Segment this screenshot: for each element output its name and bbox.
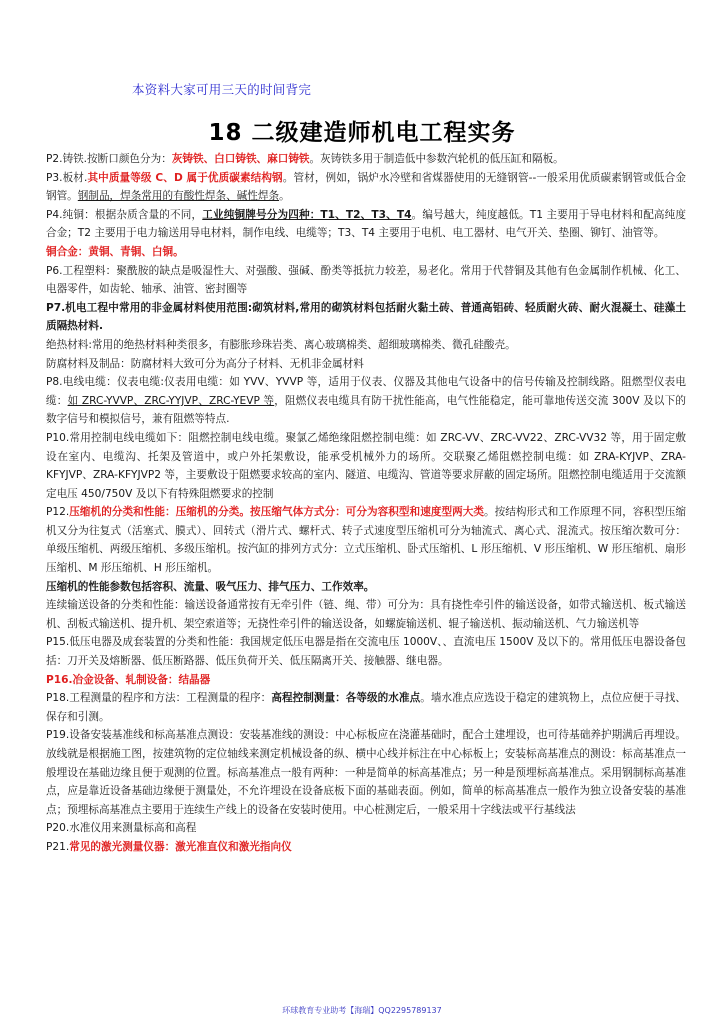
- paragraph-p21: [46, 838, 686, 857]
- p8-rest: ，阻燃仪表电缆具有防干扰性能高，电气性能稳定，能可靠地传送交流 300V 及以下的数字信号和模拟信号，兼有阻燃等特点.: [46, 394, 687, 426]
- p21-highlight: 常见的激光测量仪器：激光准直仪和激光指向仪: [69, 840, 292, 853]
- p2-rest: 。灰铸铁多用于制造低中参数汽轮机的低压缸和隔板。: [309, 153, 564, 165]
- paragraph-p8: [46, 373, 686, 429]
- paragraph-conveyor: 连续输送设备的分类和性能：输送设备通常按有无牵引件（链、绳、带）可分为：具有挠性牵引件的输送设备，如带式输送机、板式输送机、刮板式输送机、提升机、架空索道等；无挠性牵引件的输送设备，如螺旋输送机、辊子输送机、振动输送机、气力输送机等: [46, 599, 686, 630]
- paragraph-p12: [46, 503, 686, 577]
- paragraph-p6: P6.工程塑料：聚酰胺的缺点是吸湿性大、对强酸、强碱、酚类等抵抗力较差，易老化。常用于代替铜及其他有色金属制作机械、化工、电器零件，如齿轮、轴承、油管、密封圈等: [46, 264, 686, 296]
- p18-bold: 高程控制测量：各等级的水准点: [271, 692, 421, 705]
- paragraph-p7: P7.机电工程中常用的非金属材料使用范围:砌筑材料,常用的砌筑材料包括耐火黏土砖、普通高铝砖、轻质耐火砖、耐火混凝土、硅藻土质隔热材料.: [46, 301, 686, 333]
- p3-mid: 。管材，例如，锅炉水冷壁和省煤器使用的无缝钢管--一般采用优质碳素钢管或低合金钢管。: [46, 171, 686, 203]
- p2-highlight: 灰铸铁、白口铸铁、麻口铸铁: [171, 153, 310, 165]
- paragraph-p18: [46, 689, 686, 726]
- paragraph-p19: P19.设备安装基准线和标高基准点测设：安装基准线的测设：中心标板应在浇灌基础时，配合土建埋设，也可待基础养护期满后再埋设。放线就是根据施工图，按建筑物的定位轴线来测定机械设备的纵、横中心线并标注在中心标板上；安装标高基准点的测设：标高基准点一般埋设在基础边缘且便于观测的位置。标高基准点一般有两种：一种是简单的标高基准点；另一种是预埋标高基准点。采用钢制标高基准点，应是靠近设备基础边缘便于测量处，不允许埋设在设备底板下面的基础表面。例如，简单的标高基准点一般作为独立设备安装的基准点；预埋标高基准点主要用于连续生产线上的设备在安装时使用。中心桩测定后，一般采用十字线法或平行基线法: [46, 729, 686, 816]
- p18-rest: 。墙水准点应选设于稳定的建筑物上，点位应便于寻找、保存和引测。: [46, 692, 687, 723]
- paragraph-p2: [46, 150, 686, 169]
- paragraph-p10: P10.常用控制电线电缆如下：阻燃控制电线电缆。聚氯乙烯绝缘阻燃控制电缆：如 ZRC-VV、ZRC-VV22、ZRC-VV32 等，用于固定敷设在室内、电缆沟、托架及管道中，或户外托架敷设，能承受机械外力的场所。交联聚乙烯阻燃控制电缆：如 ZRA-KYJVP、ZRA-KFYJVP、ZRA-KFYJVP2 等，主要敷设于阻燃要求较高的室内、隧道、电缆沟、管道等要求屏蔽的固定场所。阻燃控制电缆适用于交流额定电压 450/750V 及以下有特殊阻燃要求的控制: [46, 431, 686, 500]
- p4-lead: P4.纯铜：根据杂质含量的不同，: [46, 208, 203, 221]
- p12-lead: P12.: [46, 506, 70, 519]
- paragraph-p4: [46, 206, 686, 243]
- paragraph-anticorrosion: 防腐材料及制品：防腐材料大致可分为高分子材料、无机非金属材料: [46, 357, 364, 370]
- p3-end: 。: [279, 190, 290, 203]
- p8-underlined: 如 ZRC-YVVP、ZRC-YYJVP、ZRC-YEVP 等: [67, 394, 275, 407]
- paragraph-compressor-performance: 压缩机的性能参数包括容积、流量、吸气压力、排气压力、工作效率。: [46, 580, 375, 593]
- p4-underlined: 工业纯铜牌号分为四种：T1、T2、T3、T4: [202, 208, 412, 221]
- p12-rest: 。按结构形式和工作原理不同，容积型压缩机又分为往复式（活塞式、膜式）、回转式（滑片式、螺杆式、转子式速度型压缩机可分为轴流式、离心式、混流式。按压缩次数可分：单级压缩机、两级压缩机、多级压缩机。按汽缸的排列方式分：立式压缩机、卧式压缩机、L 形压缩机、V 形压缩机、W 形压缩机、扇形压缩机、M 形压缩机、H 形压缩机。: [46, 506, 686, 575]
- p3-lead: P3.板材.: [46, 171, 88, 184]
- p21-lead: P21.: [46, 840, 70, 853]
- footer-note: 环球教育专业助考【海瑞】QQ2295789137: [282, 1006, 442, 1015]
- p3-highlight: 其中质量等级 C、D 属于优质碳素结构钢: [87, 171, 283, 184]
- p8-lead: P8.电线电缆：仪表电缆:仪表用电缆：如 YVV、YVVP 等，适用于仪表、仪器及其他电气设备中的信号传输及控制线路。阻燃型仪表电缆：: [46, 376, 686, 407]
- top-banner-note: 本资料大家可用三天的时间背完: [132, 82, 312, 97]
- p4-rest: 。编号越大，纯度越低。T1 主要用于导电材料和配高纯度合金；T2 主要用于电力输送用导电材料，制作电线、电缆等；T3、T4 主要用于电机、电工器材、电气开关、垫圈、铆钉、油管等。: [46, 208, 687, 240]
- paragraph-p16: P16.冶金设备、轧制设备：结晶器: [46, 673, 211, 686]
- paragraph-p15: P15.低压电器及成套装置的分类和性能：我国规定低压电器是指在交流电压 1000V、、直流电压 1500V 及以下的。常用低压电器设备包括：刀开关及熔断器、低压断路器、低压负荷开关、低压隔离开关、接触器、继电器。: [46, 636, 686, 668]
- p12-highlight: 压缩机的分类和性能：压缩机的分类。按压缩气体方式分：可分为容积型和速度型两大类: [69, 506, 484, 519]
- p18-lead: P18.工程测量的程序和方法：工程测量的程序：: [46, 692, 272, 705]
- paragraph-copper-alloy: 铜合金：黄铜、青铜、白铜。: [46, 245, 184, 258]
- paragraph-p20: P20.水准仪用来测量标高和高程: [46, 822, 197, 835]
- document-title: 18 二级建造师机电工程实务: [208, 120, 516, 146]
- paragraph-p3: [46, 169, 686, 206]
- paragraph-insulation: 绝热材料:常用的绝热材料种类很多，有膨胀珍珠岩类、离心玻璃棉类、超细玻璃棉类、微孔硅酸壳。: [46, 338, 516, 351]
- p3-underlined: 钢制品，焊条常用的有酸性焊条、碱性焊条: [77, 190, 280, 203]
- document-body: [46, 150, 686, 857]
- p2-prefix: P2.铸铁.按断口颜色分为：: [46, 153, 172, 165]
